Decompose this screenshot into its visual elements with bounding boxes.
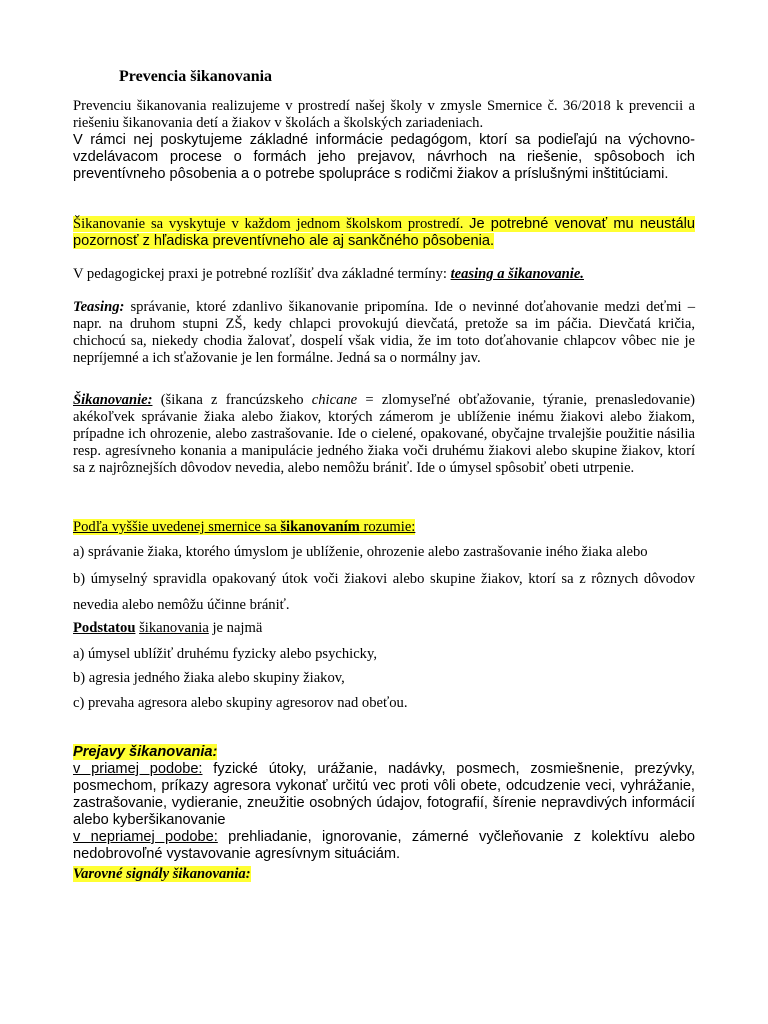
sikanovanie-text-1: (šikana z francúzskeho <box>152 392 312 408</box>
smernica-c: rozumie: <box>359 519 416 535</box>
intro-paragraph <box>73 98 695 132</box>
prejavy-heading-text: Prejavy šikanovania: <box>73 744 218 760</box>
smernica-line <box>73 519 695 536</box>
item-b-text: b) úmyselný spravidla opakovaný útok voči žiakovi alebo skupine žiakov, ktorí sa z rôznych dôvodov nevedia alebo nemôžu účinne brániť. <box>73 571 695 613</box>
page-title: Prevencia šikanovania <box>119 68 273 85</box>
teasing-paragraph <box>73 299 695 367</box>
sikanovanie-label: Šikanovanie: <box>73 392 153 408</box>
item-b <box>73 566 695 618</box>
teasing-label: Teasing: <box>73 299 125 315</box>
intro-paragraph-2 <box>73 132 695 183</box>
intro-text-2: V rámci nej poskytujeme základné informácie pedagógom, ktorí sa podieľajú na výchovno-vzdelávacom procese o formách jeho prejavov, návrhoch na riešenie, spôsoboch ich preventívneho pôsobenia a o potrebe spolupráce s rodičmi žiakov a príslušnými inštitúciami. <box>73 132 695 182</box>
item-a-text: a) správanie žiaka, ktorého úmyslom je ublíženie, ohrozenie alebo zastrašovanie iného žiaka alebo <box>73 544 648 560</box>
pod-item-b: b) agresia jedného žiaka alebo skupiny žiakov, <box>73 670 345 686</box>
teasing-text: správanie, ktoré zdanlivo šikanovanie pripomína. Ide o nevinné doťahovanie medzi deťmi – napr. na druhom stupni ZŠ, kedy chlapci provokujú dievčatá, pretože sa im páčia. Dievčatá kričia, chichocú sa, niekedy chodia žalovať, dospelí však vidia, že im toto doťahovanie chlapcov vôbec nie je nepríjemné a ich sťažovanie je len formálne. Jedná sa o normálny jav. <box>73 299 695 366</box>
podstatou-label: Podstatou <box>73 620 136 636</box>
highlighted-statement <box>73 216 695 250</box>
terms-bold: teasing a šikanovanie. <box>450 266 584 282</box>
podstatou-line <box>73 620 695 637</box>
priama-paragraph <box>73 761 695 829</box>
varovne-heading-text: Varovné signály šikanovania: <box>73 866 251 882</box>
priama-text: fyzické útoky, urážanie, nadávky, posmech, zosmiešnenie, prezývky, posmechom, príkazy agresora vykonať určitú vec proti vôli obete, odcudzenie veci, vyhrážanie, zastrašovanie, vydieranie, zneužitie osobných údajov, fotografií, šírenie nepravdivých informácií alebo kyberšikanovanie <box>73 761 695 828</box>
item-a <box>73 544 695 561</box>
podstatou-sik: šikanovania <box>139 620 209 636</box>
pod-item-c: c) prevaha agresora alebo skupiny agresorov nad obeťou. <box>73 695 408 711</box>
highlight-text-b: Je potrebné venovať mu neustálu pozornosť z hľadiska preventívneho ale aj sankčného pôsobenia. <box>73 216 695 249</box>
terms-paragraph <box>73 266 695 283</box>
smernica-b: šikanovaním <box>280 519 360 535</box>
nepriama-label: v nepriamej podobe: <box>73 829 218 845</box>
prejavy-heading <box>73 744 695 761</box>
podstatou-rest: je najmä <box>208 620 263 636</box>
highlight-text-a: Šikanovanie sa vyskytuje v každom jednom školskom prostredí. <box>73 216 470 232</box>
nepriama-text: prehliadanie, ignorovanie, zámerné vyčleňovanie z kolektívu alebo nedobrovoľné vystavovanie agresívnym situáciám. <box>73 829 695 862</box>
sikanovanie-chicane: chicane <box>311 392 358 408</box>
sikanovanie-text-2: = zlomyseľné obťažovanie, týranie, prenasledovanie) akékoľvek správanie žiaka alebo žiakov, ktorých zámerom je ublíženie inému žiakovi alebo žiakom, prípadne ich ohrozenie, alebo zastrašovanie. Ide o cielené, opakované, obyčajne trvalejšie použitie násilia resp. agresívneho konania a manipulácie jedného žiaka voči druhému žiakovi alebo skupine žiakov, ktorí sa z najrôznejších dôvodov nevedia, alebo nemôžu brániť. Ide o úmysel spôsobiť obeti utrpenie. <box>73 392 695 476</box>
varovne-heading <box>73 866 695 883</box>
pod-item-a: a) úmysel ublížiť druhému fyzicky alebo psychicky, <box>73 646 377 662</box>
intro-text-1: Prevenciu šikanovania realizujeme v prostredí našej školy v zmysle Smernice č. 36/2018 k prevencii a riešeniu šikanovania detí a žiakov v školách a školských zariadeniach. <box>73 98 695 131</box>
terms-intro: V pedagogickej praxi je potrebné rozlíšiť dva základné termíny: <box>73 266 451 282</box>
nepriama-paragraph <box>73 829 695 863</box>
smernica-a: Podľa vyššie uvedenej smernice sa <box>73 519 281 535</box>
sikanovanie-paragraph <box>73 392 695 477</box>
priama-label: v priamej podobe: <box>73 761 203 777</box>
